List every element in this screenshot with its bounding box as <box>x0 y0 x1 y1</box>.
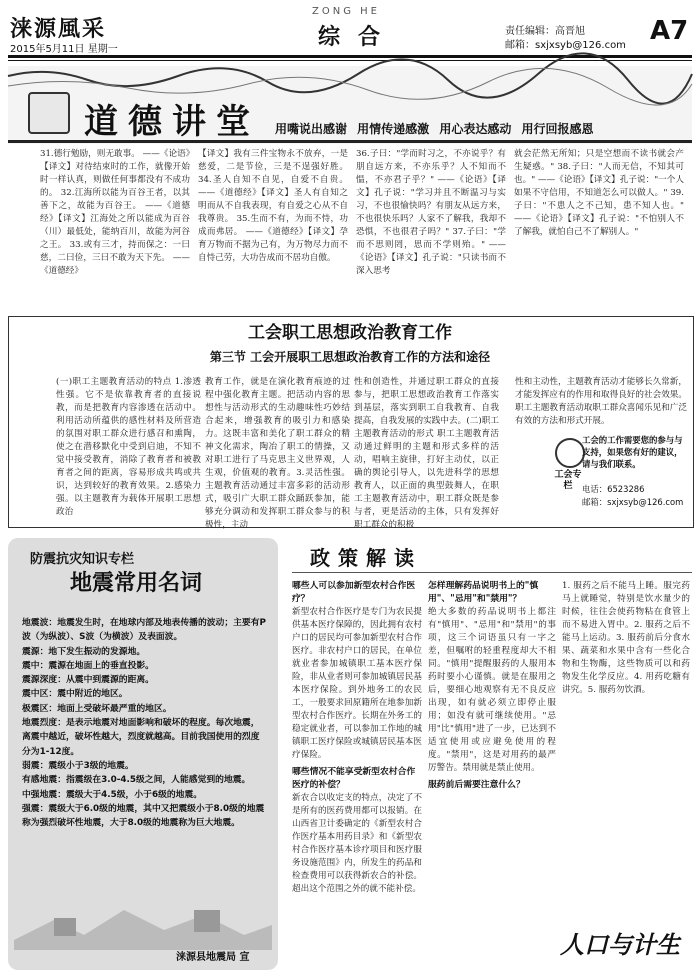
editor-credit: 责任编辑：高晋旭 <box>505 26 585 37</box>
eq-term: 震源深度：从震中到震源的距离。 <box>22 675 154 686</box>
eq-term: 强震：震级大于6.0级的地震，其中又把震级小于8.0级的地震称为强烈破坏性地震，大于8.0级的地震称为巨大地震。 <box>22 803 265 829</box>
header-rule <box>8 55 692 58</box>
education-subtitle: 第三节 工会开展职工思想政治教育工作的方法和途径 <box>209 350 491 364</box>
editor-email: 邮箱：sxjxsyb@126.com <box>505 40 626 51</box>
section-pinyin: ZONG HE <box>312 6 380 17</box>
header-rule-thin <box>8 60 692 61</box>
section-title: 综合 <box>318 24 399 50</box>
policy-question: 哪些人可以参加新型农村合作医疗？ <box>292 581 416 604</box>
eq-term: 中强地震：震级大于4.5级，小于6级的地震。 <box>22 789 203 800</box>
policy-question: 怎样理解药品说明书上的"慎用"、"忌用"和"禁用"？ <box>428 581 539 604</box>
earthquake-tag <box>30 548 134 567</box>
policy-column-2 <box>428 580 556 965</box>
policy-column-3: 1. 服药之后不能马上睡。服完药马上就睡觉，特别是饮水量少的时候，往往会使药物粘在食管上而不易进入胃中。2. 服药之后不能马上运动。3. 服药前后分食水果、蔬菜和水果中含有一些化合物和生物酶，这些物质可以和药物发生化学反应。4. 用药吃糖有讲究。5. 服药勿饮酒。 <box>562 581 690 695</box>
page-number: A7 <box>650 16 689 46</box>
education-column-1: (一)职工主题教育活动的特点 1.渗透性强。它不是依靠教育者的直接说教，而是把教育内容渗透在活动中。利用活动所蕴供的感性材料及所营造的氛围对职工群众进行感召和熏陶，使之在潜移默化中受到启迪，不知不觉中接受教育，消除了教育者和被教育者之间的距离，容易形成共鸣或共识，达到较好的教育效果。2.感染力强。以主题教育为载体开展职工思想政治 <box>56 377 201 517</box>
policy-question: 服药前后需要注意什么？ <box>428 780 525 790</box>
union-logo-icon <box>555 438 585 468</box>
policy-answer: 新型农村合作医疗是专门为农民提供基本医疗保障的，因此拥有农村户口的居民均可参加新型农村合作医疗。非农村户口的居民，在单位就业者参加城镇职工基本医疗保险，非从业者则可参加城镇居民基本医疗保险。到外地务工的农民工，一般要求回原籍所在地参加新型农村合作医疗。长期在外务工的稳定就业者，可以参加工作地的城镇职工医疗保险或城镇居民基本医疗保险。 <box>292 607 422 760</box>
earthquake-title: 地震常用名词 <box>70 571 203 596</box>
earthquake-credit: 涞源县地震局 宣 <box>176 952 250 963</box>
education-column-4: 性和主动性，主题教育活动才能够长久常新，才能发挥应有的作用和取得良好的社会效果。职工主题教育活动取职工群众喜闻乐见和广泛有效的方法和形式开展。 <box>515 377 687 426</box>
lunyu-column-3: 36.子曰："学而时习之，不亦说乎？有朋自远方来，不亦乐乎？人不知而不愠，不亦君子乎？" ——《论语》【译文】孔子说："学习并且不断温习与实习，不也很愉快吗？有朋友从远方来，不也很快乐吗？人家不了解我，我却不恐惧，不也很君子吗？" 37.子曰："学而不思则罔，思而不学则殆。" ——《论语》【译文】孔子说："只读书而不深入思考 <box>356 149 506 276</box>
moral-lecture-logo <box>28 92 70 134</box>
banner-title: 道德讲堂 <box>84 102 260 142</box>
eq-term: 地震烈度：是表示地震对地面影响和破坏的程度。每次地震，离震中越近，破坏性越大，烈度就越高。目前我国使用的烈度分为1-12度。 <box>22 718 260 757</box>
union-phone: 电话：6523286 <box>582 484 645 494</box>
paper-name: 涞源風采 <box>10 16 107 42</box>
eq-term: 有感地震：指震级在3.0-4.5级之间，人能感觉到的地震。 <box>22 775 251 786</box>
earthquake-terms <box>22 616 268 830</box>
policy-rule <box>292 572 692 573</box>
eq-term: 震中：震源在地面上的垂直投影。 <box>22 660 154 671</box>
education-column-3: 性和创造性，并通过职工群众的直接参与，把职工思想政治教育工作落实到基层，落实到职工自我教育、自我提高，自我发展的实践中去。(二)职工主题教育活动的形式 职工主题教育活动通过鲜明的主题和形式多样的活动，唱响主旋律，打好主动仗，以正确的舆论引导人，以先进科学的思想教育人，以正面的典型鼓舞人，在职工主题教育活动中，职工群众既是参与者，更是活动的主体，只有发挥好职工群众的积极 <box>354 377 499 530</box>
earthquake-tag-text: 防震抗灾知识专栏 <box>30 552 135 567</box>
eq-term: 极震区：地面上受破坏最严重的地区。 <box>22 703 172 714</box>
issue-date: 2015年5月11日 星期一 <box>10 44 118 55</box>
union-notice: 工会的工作需要您的参与与支持，如果您有好的建议，请与我们联系。 <box>582 435 683 469</box>
lunyu-column-2: 【译文】我有三件宝物永不放弃，一是慈爱，二是节俭，三是不逞强好胜。 34.圣人自知不自见，自爱不自贵。 ——《道德经》【译文】圣人有自知之明而从不自我表现，有自爱之心从不自我尊贵。 35.生而不有，为而不恃，功成而弗居。 ——《道德经》【译文】孕育万物而不据为己有，为万物尽力而不自恃己劳，大功告成而不居功自傲。 <box>198 149 348 263</box>
eq-term: 震源：地下发生振动的发源地。 <box>22 646 146 657</box>
education-title: 工会职工思想政治教育工作 <box>248 323 452 343</box>
policy-title: 政策解读 <box>310 546 422 570</box>
banner-slogan: 用嘴说出感谢 用情传递感激 用心表达感动 用行回报感恩 <box>275 122 594 136</box>
policy-answer: 绝大多数的药品说明书上都注有"慎用"、"忌用"和"禁用"的事项，这三个词语虽只有一字之差，但嘱咐的轻重程度却大不相同。"慎用"提醒服药的人服用本药时要小心谨慎。就是在服用之后，要细心地观察有无不良反应出现，如有就必须立即停止服用；如没有就可继续使用。"忌用"比"慎用"进了一步，已达到不适宜使用或应避免使用的程度。"禁用"，这是对用药的最严厉警告。禁用就是禁止使用。 <box>428 607 556 773</box>
population-column-logo: 人口与计生 <box>560 931 680 959</box>
eq-term: 震中区：震中附近的地区。 <box>22 689 128 700</box>
union-email: 邮箱：sxjxsyb@126.com <box>582 497 684 507</box>
earthquake-illustration <box>14 880 272 950</box>
lunyu-column-1: 31.德行勉励，则无敢事。 ——《论语》【译文】对待结束时的工作，就像开始时一样认真，则做任何事都没有不成功的。 32.江海所以能为百谷王者，以其善下之，故能为百谷王。 ——《道德经》【译文】江海处之所以能成为百谷（川）最低处，能纳百川，故能为河谷之王。 33.或有三才，持而保之：一曰慈，二曰俭，三曰不敢为天下先。 ——《道德经》 <box>40 149 190 276</box>
lunyu-column-4: 就会茫然无所知；只是空想而不读书就会产生疑惑。" 38.子曰："人而无信，不知其可也。" ——《论语》【译文】孔子说："一个人如果不守信用，不知道怎么可以做人。" 39.子曰："不患人之不己知，患不知人也。" ——《论语》【译文】孔子说："不怕别人不了解我，就怕自己不了解别人。" <box>514 149 684 237</box>
eq-term: 地震波：地震发生时，在地球内部及地表传播的波动；主要有P波（为纵波）、S波（为横波）及表面波。 <box>22 618 266 643</box>
policy-answer: 新农合以收定支的特点，决定了不是所有的医药费用都可以报销。在山西省卫计委确定的《新型农村合作医疗基本用药目录》和《新型农村合作医疗基本诊疗项目和医疗服务设施范围》内，所发生的药品和检查费用可以获得新农合的补偿。超出这个范围之外的就不能补偿。 <box>292 793 422 894</box>
union-column-label: 工会专栏 <box>554 470 582 491</box>
education-column-2: 教育工作，就是在演化教育痕迹的过程中强化教育主题。把活动内容的思想性与活动形式的生动趣味性巧妙结合起来，增强教育的吸引力和感染力。这既丰富和美化了职工群众的精神文化需求，陶冶了职工的情操，又对职工进行了马克思主义世界观，人生观，价值观的教育。3.灵活性强。主题教育活动通过丰富多彩的活动形式，吸引广大职工群众踊跃参加，能够充分调动和发挥职工群众参与的积极性，主动 <box>205 377 350 530</box>
eq-term: 弱震：震级小于3级的地震。 <box>22 760 134 771</box>
policy-column-1 <box>292 580 422 965</box>
policy-question: 哪些情况不能享受新型农村合作医疗的补偿？ <box>292 767 416 790</box>
